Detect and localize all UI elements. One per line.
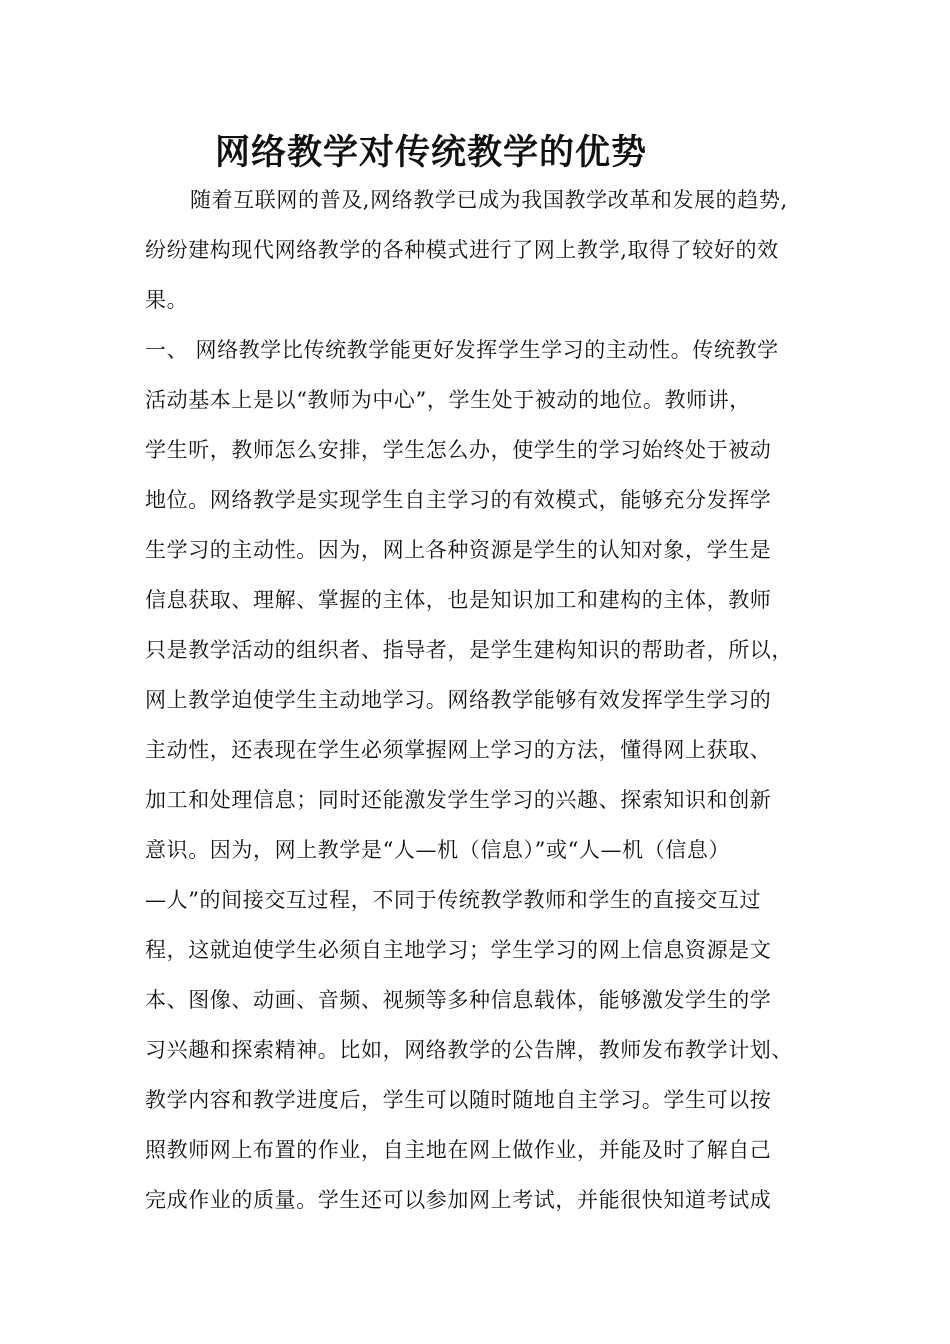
paragraph-line: 信息获取、理解、掌握的主体，也是知识加工和建构的主体，教师 [145,588,772,612]
paragraph-line: 一、 网络教学比传统教学能更好发挥学生学习的主动性。传统教学 [145,338,779,362]
paragraph-line: 生学习的主动性。因为，网上各种资源是学生的认知对象，学生是 [145,538,772,562]
paragraph-line: 习兴趣和探索精神。比如，网络教学的公告牌，教师发布教学计划、 [145,1038,793,1062]
document-title: 网络教学对传统教学的优势 [215,132,648,173]
paragraph-line: 学生听，教师怎么安排，学生怎么办，使学生的学习始终处于被动 [145,438,772,462]
paragraph-line: 照教师网上布置的作业，自主地在网上做作业，并能及时了解自己 [145,1138,772,1162]
paragraph-line: 教学内容和教学进度后，学生可以随时随地自主学习。学生可以按 [145,1088,772,1112]
paragraph-line: 本、图像、动画、音频、视频等多种信息载体，能够激发学生的学 [145,988,772,1012]
paragraph-line: 网上教学迫使学生主动地学习。网络教学能够有效发挥学生学习的 [145,688,772,712]
paragraph-line: 地位。网络教学是实现学生自主学习的有效模式，能够充分发挥学 [145,488,772,512]
paragraph-line: 主动性，还表现在学生必须掌握网上学习的方法，懂得网上获取、 [145,738,772,762]
paragraph-line: 完成作业的质量。学生还可以参加网上考试，并能很快知道考试成 [145,1188,772,1212]
paragraph-line: 意识。因为，网上教学是“人—机（信息）”或“人—机（信息） [145,838,731,862]
paragraph-line: —人”的间接交互过程，不同于传统教学教师和学生的直接交互过 [145,888,762,912]
paragraph-line: 果。 [145,288,189,312]
paragraph-line: 纷纷建构现代网络教学的各种模式进行了网上教学,取得了较好的效 [145,238,779,262]
paragraph-line: 随着互联网的普及,网络教学已成为我国教学改革和发展的趋势, [190,188,788,212]
paragraph-line: 加工和处理信息；同时还能激发学生学习的兴趣、探索知识和创新 [145,788,772,812]
paragraph-line: 程，这就迫使学生必须自主地学习；学生学习的网上信息资源是文 [145,938,772,962]
paragraph-line: 活动基本上是以“教师为中心”，学生处于被动的地位。教师讲， [145,388,751,412]
paragraph-line: 只是教学活动的组织者、指导者，是学生建构知识的帮助者，所以， [145,638,793,662]
